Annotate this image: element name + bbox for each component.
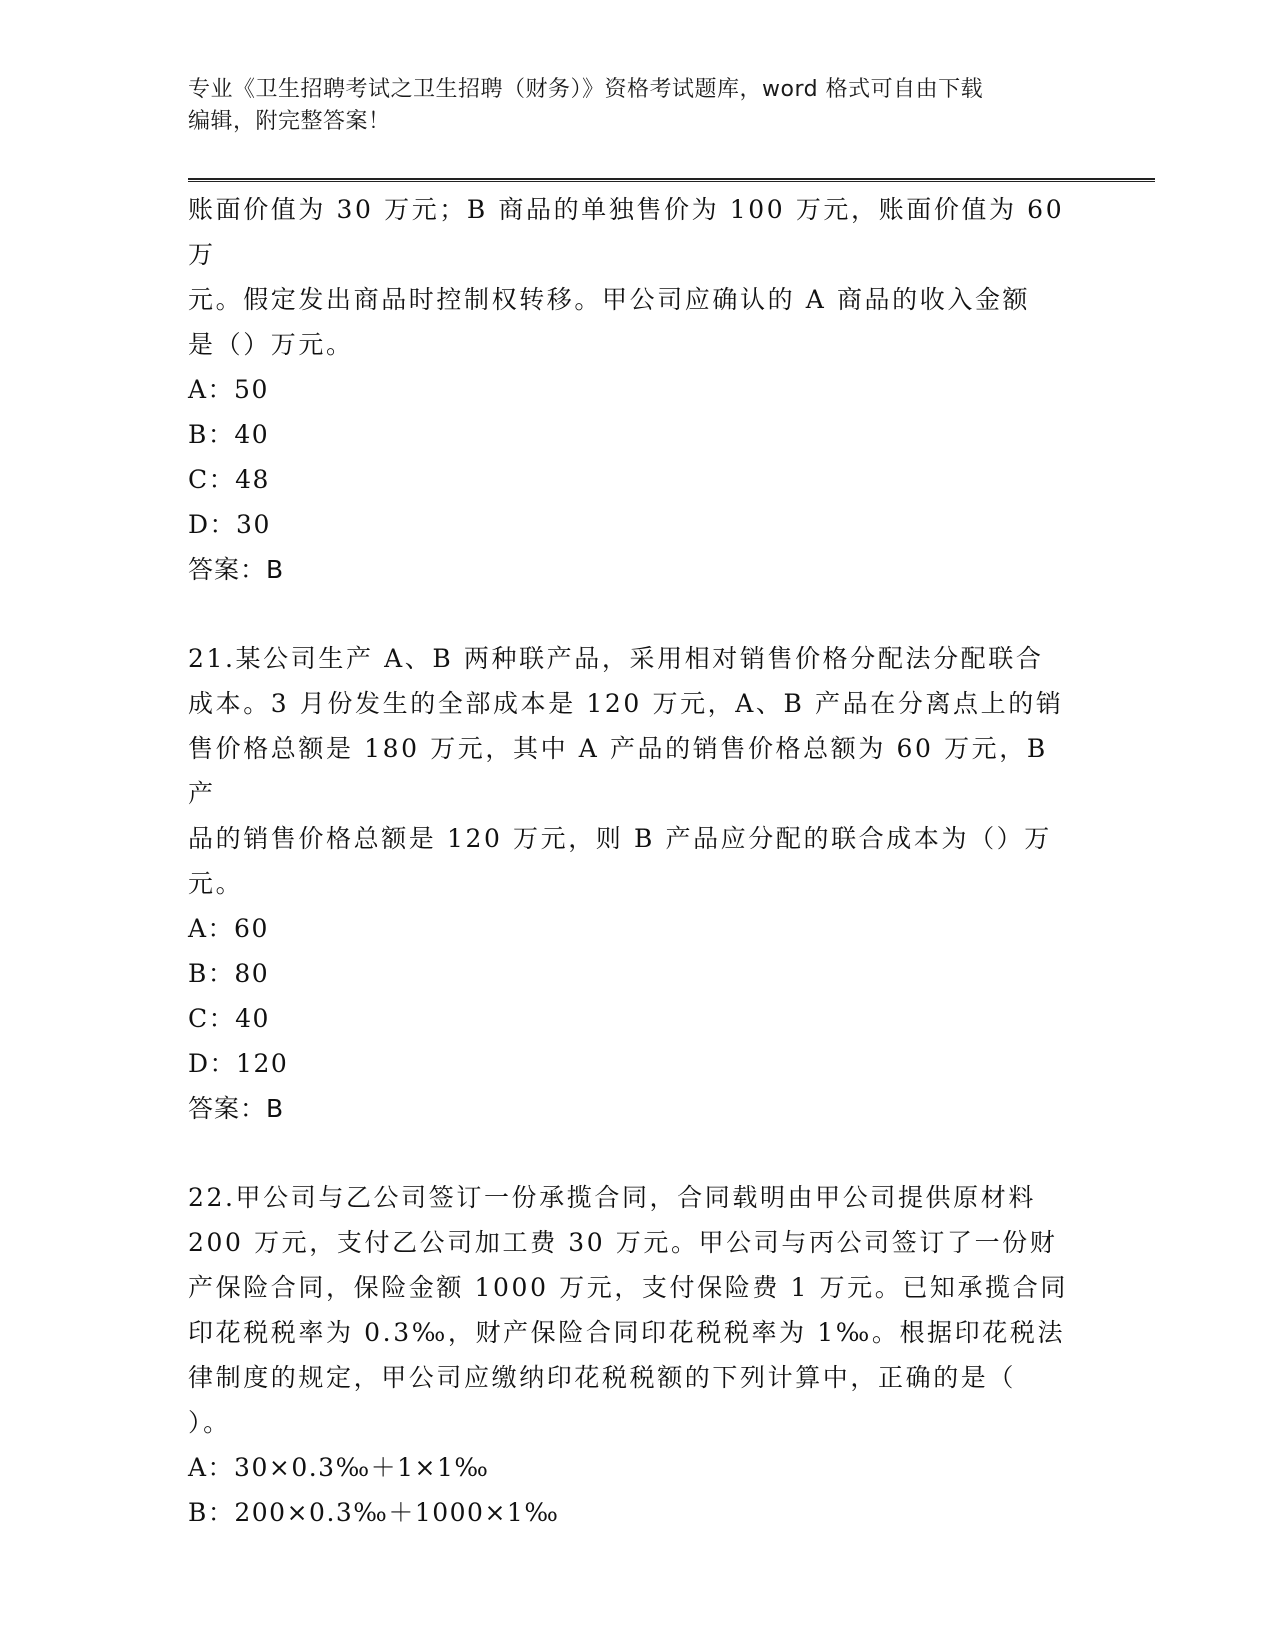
option-c: C：40: [188, 1004, 270, 1033]
question-stem-line: 元。: [188, 869, 244, 898]
question-stem-line: ）。: [188, 1408, 231, 1437]
question-stem-line: 200 万元，支付乙公司加工费 30 万元。甲公司与丙公司签订了一份财: [188, 1228, 1058, 1257]
option-a: A：60: [188, 914, 269, 943]
spacer: [188, 592, 1068, 636]
option-b: B：40: [188, 420, 270, 449]
question-stem-line: 品的销售价格总额是 120 万元，则 B 产品应分配的联合成本为（）万: [188, 824, 1052, 853]
option-b: B：80: [188, 959, 270, 988]
question-stem-line: 印花税税率为 0.3‰，财产保险合同印花税税率为 1‰。根据印花税法: [188, 1318, 1066, 1347]
question-stem-line: 是（）万元。: [188, 330, 354, 359]
option-a: A：30×0.3‰＋1×1‰: [188, 1453, 490, 1482]
header-line-2: 编辑，附完整答案！: [188, 109, 391, 134]
question-20: [188, 187, 1068, 592]
question-22: [188, 1175, 1068, 1535]
header-line-1: 专业《卫生招聘考试之卫生招聘（财务）》资格考试题库，word 格式可自由下载: [188, 77, 984, 102]
question-stem-line: 售价格总额是 180 万元，其中 A 产品的销售价格总额为 60 万元，B 产: [188, 734, 1048, 808]
question-21: [188, 636, 1068, 1131]
option-c: C：48: [188, 465, 270, 494]
question-content: [188, 187, 1068, 1535]
option-b: B：200×0.3‰＋1000×1‰: [188, 1498, 560, 1527]
option-d: D：120: [188, 1049, 289, 1078]
option-a: A：50: [188, 375, 269, 404]
option-d: D：30: [188, 510, 271, 539]
spacer: [188, 1131, 1068, 1175]
question-stem-line: 22.甲公司与乙公司签订一份承揽合同，合同载明由甲公司提供原材料: [188, 1183, 1036, 1212]
question-stem-line: 账面价值为 30 万元；B 商品的单独售价为 100 万元，账面价值为 60 万: [188, 195, 1065, 269]
header-divider: [188, 178, 1155, 182]
document-header: [188, 74, 1068, 138]
answer-label: 答案：B: [188, 1094, 285, 1123]
question-stem-line: 成本。3 月份发生的全部成本是 120 万元，A、B 产品在分离点上的销: [188, 689, 1064, 718]
question-stem-line: 21.某公司生产 A、B 两种联产品，采用相对销售价格分配法分配联合: [188, 644, 1044, 673]
question-stem-line: 律制度的规定，甲公司应缴纳印花税税额的下列计算中，正确的是（: [188, 1363, 1017, 1392]
question-stem-line: 产保险合同，保险金额 1000 万元，支付保险费 1 万元。已知承揽合同: [188, 1273, 1068, 1302]
answer-label: 答案：B: [188, 555, 285, 584]
question-stem-line: 元。假定发出商品时控制权转移。甲公司应确认的 A 商品的收入金额: [188, 285, 1031, 314]
